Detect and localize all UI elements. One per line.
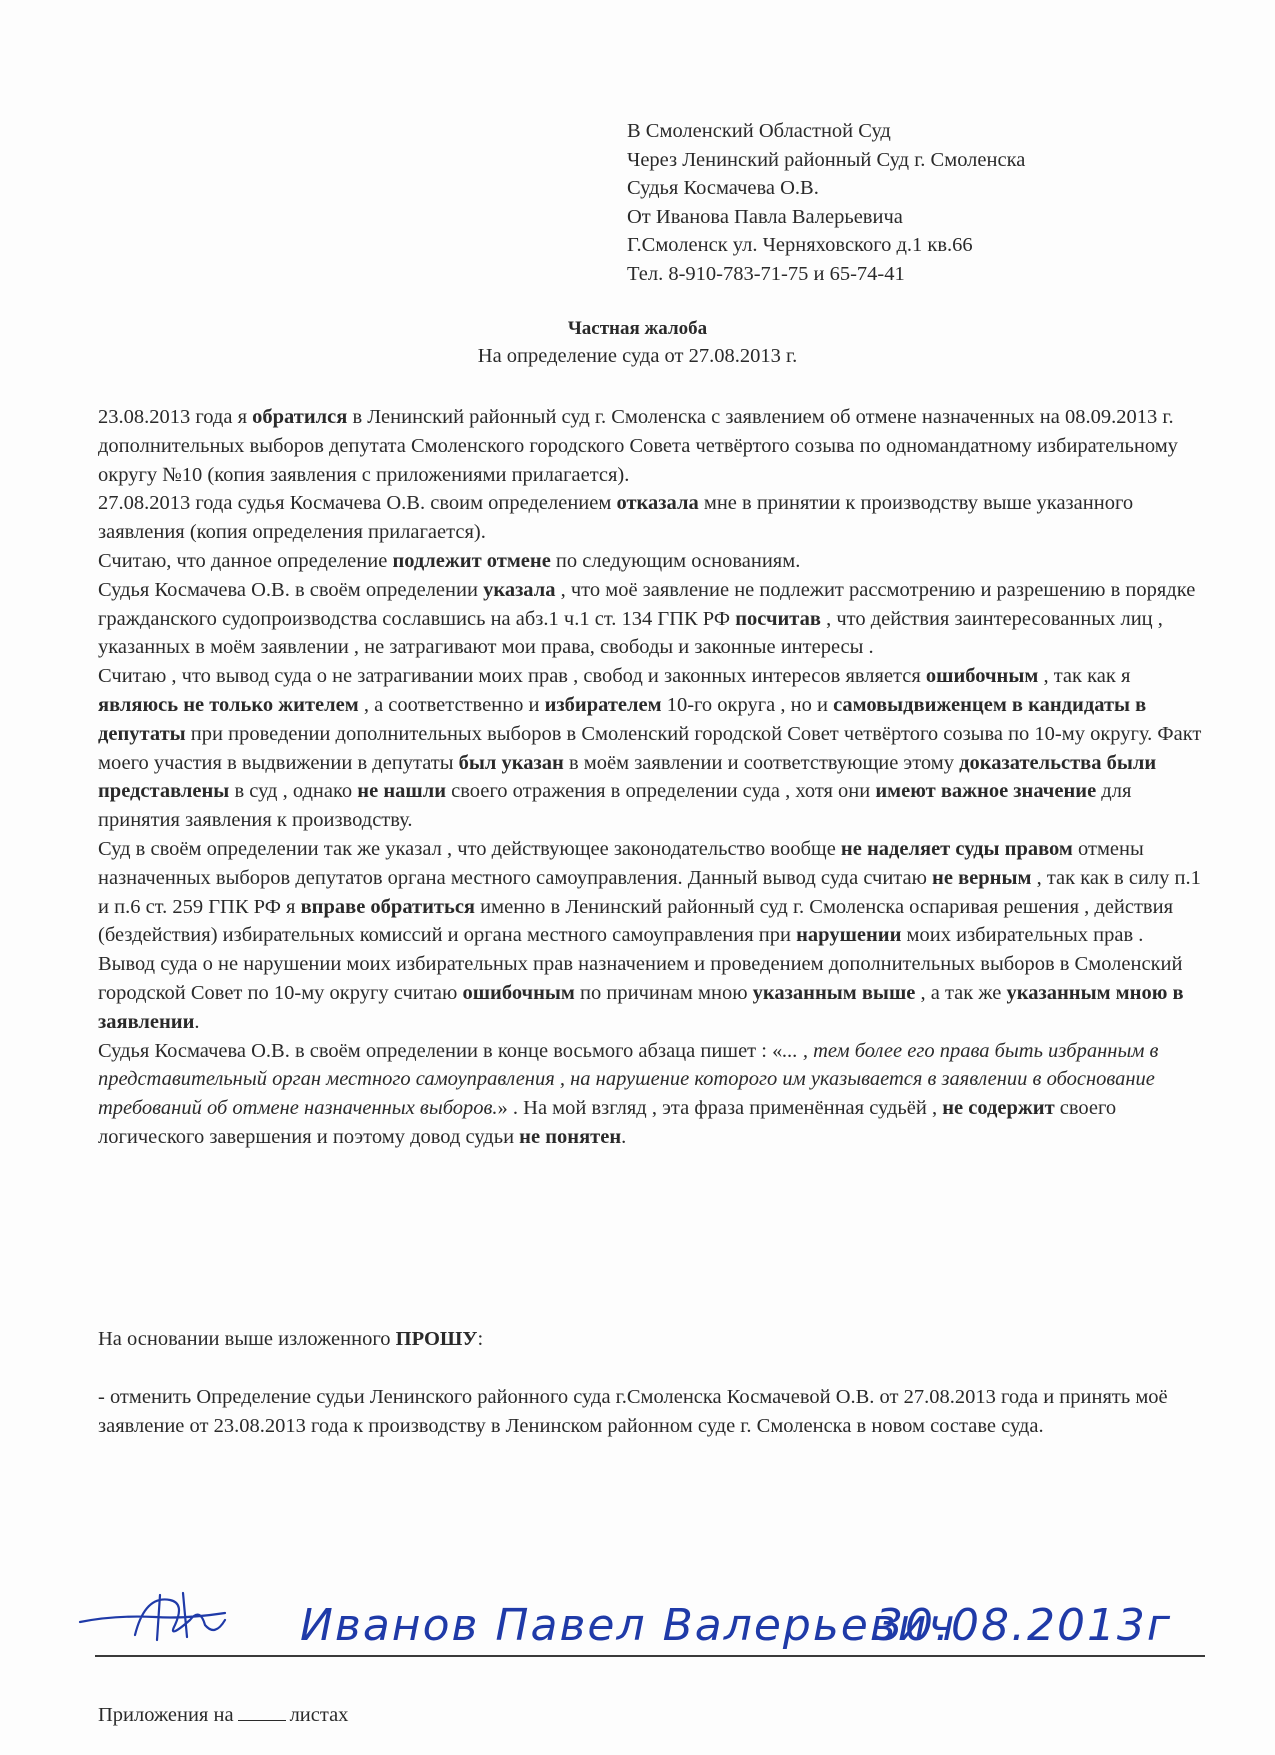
- bold-run: ошибочным: [462, 981, 575, 1004]
- blank-field: [238, 1702, 286, 1721]
- text-run: Вывод суда о не нарушении моих избирательных прав назначением и проведением дополнительных выборов в Смоленский городской Совет по 10-му округу считаю: [98, 953, 1183, 1004]
- text-run: » . На мой взгляд , эта фраза применённая судьёй ,: [497, 1097, 943, 1120]
- addressee-line: Г.Смоленск ул. Черняховского д.1 кв.66: [627, 234, 973, 257]
- bold-run: подлежит отмене: [392, 549, 551, 572]
- text-run: Судья Космачева О.В. в своём определении: [98, 578, 484, 601]
- text-run: Судья Космачева О.В. в своём определении в конце восьмого абзаца пишет : «: [98, 1039, 783, 1062]
- bold-run: ошибочным: [925, 665, 1039, 688]
- text-run: .: [621, 1125, 627, 1148]
- text-run: Приложения на: [98, 1704, 234, 1726]
- handwritten-name-date: [75, 1565, 1210, 1665]
- bold-run: избирателем: [544, 693, 662, 716]
- text-run: На основании выше изложенного: [98, 1328, 396, 1350]
- paragraph-2: [98, 489, 1208, 547]
- paragraph-6: [98, 835, 1208, 950]
- addressee-line: Судья Космачева О.В.: [627, 177, 819, 200]
- text-run: , так как я: [1038, 665, 1131, 688]
- bold-run: не верным: [932, 866, 1032, 889]
- bold-run: не понятен: [519, 1125, 622, 1148]
- text-run: отмены назначенных выборов депутатов органа местного самоуправления. Данный вывод суда считаю: [98, 837, 1144, 889]
- text-run: 27.08.2013 года судья Космачева О.В. своим определением: [98, 492, 617, 515]
- bold-run: отказала: [616, 492, 699, 515]
- bold-run: не наделяет суды правом: [840, 837, 1073, 860]
- handwritten-name: Иванов Павел Валерьевич: [300, 1600, 957, 1651]
- request-body: - отменить Определение судьи Ленинского районного суда г.Смоленска Космачевой О.В. от 27.08.2013 года и принять моё заявление от 23.08.2013 года к производству в Ленинском районном суде г. Смоленска в новом составе суда.: [98, 1386, 1168, 1437]
- addressee-line: Через Ленинский районный Суд г. Смоленска: [627, 148, 1026, 171]
- text-run: своего логического завершения и поэтому довод судьи: [98, 1097, 1117, 1148]
- bold-run: не нашли: [357, 780, 447, 803]
- text-run: в суд , однако: [229, 780, 358, 803]
- text-run: листах: [289, 1704, 349, 1726]
- signature-area: [75, 1565, 1210, 1665]
- text-run: 10-го округа , но и: [661, 693, 834, 716]
- request-intro: [98, 1325, 483, 1354]
- text-run: 23.08.2013 года я: [98, 406, 253, 428]
- text-run: , а соответственно и: [358, 693, 545, 716]
- bold-run: был указан: [458, 751, 564, 774]
- handwritten-date: 30.08.2013г: [875, 1600, 1173, 1651]
- document-title: Частная жалоба: [567, 318, 708, 339]
- text-run: для принятия заявления к производству.: [98, 780, 1132, 832]
- addressee-line: От Иванова Павла Валерьевича: [627, 205, 903, 228]
- text-run: , а так же: [915, 981, 1007, 1004]
- signature-line: [95, 1655, 1205, 1657]
- text-run: именно в Ленинский районный суд г. Смоленска оспаривая решения , действия (бездействия) избирательных комиссий и органа местного самоуправления при: [98, 895, 1174, 947]
- text-run: , что действия заинтересованных лиц , указанных в моём заявлении , не затрагивают мои права, свободы и законные интересы .: [98, 607, 1163, 659]
- paragraph-4: [98, 576, 1208, 662]
- bold-run: самовыдвиженцем в кандидаты в депутаты: [98, 693, 1147, 745]
- bold-run: доказательства были представлены: [98, 751, 1157, 803]
- bold-run: указала: [483, 578, 556, 601]
- text-run: при проведении дополнительных выборов в Смоленский городской Совет четвёртого созыва по 10-му округу. Факт моего участия в выдвижении в депутаты: [98, 722, 1202, 774]
- bold-run: указанным выше: [752, 981, 916, 1004]
- text-run: по следующим основаниям.: [550, 549, 801, 572]
- text-run: Суд в своём определении так же указал , что действующее законодательство вообще: [98, 837, 841, 860]
- document-subtitle: На определение суда от 27.08.2013 г.: [477, 345, 798, 367]
- request-keyword: ПРОШУ: [395, 1328, 478, 1350]
- paragraph-8: [98, 1037, 1208, 1152]
- addressee-line: Тел. 8-910-783-71-75 и 65-74-41: [627, 262, 905, 285]
- text-run: .: [194, 1010, 200, 1033]
- bold-run: не содержит: [942, 1097, 1055, 1120]
- text-run: своего отражения в определении суда , хотя они: [446, 780, 876, 803]
- bold-run: вправе обратиться: [300, 895, 476, 918]
- addressee-line: В Смоленский Областной Суд: [627, 120, 891, 142]
- text-run: , что моё заявление не подлежит рассмотрению и разрешению в порядке гражданского судопроизводства сославшись на абз.1 ч.1 ст. 134 ГПК РФ: [98, 578, 1196, 630]
- text-run: мне в принятии к производству выше указанного заявления (копия определения прилагается).: [98, 492, 1134, 544]
- paragraph-1: [98, 403, 1208, 489]
- text-run: :: [477, 1328, 484, 1350]
- bold-run: посчитав: [735, 607, 821, 630]
- text-run: в Ленинский районный суд г. Смоленска с заявлением об отмене назначенных на 08.09.2013 г. дополнительных выборов депутата Смоленского городского Совета четвёртого созыва по одномандатному избирательному округу №10 (копия заявления с приложениями прилагается).: [98, 406, 1178, 486]
- bold-run: являюсь не только жителем: [98, 693, 359, 716]
- text-run: моих избирательных прав .: [901, 924, 1144, 947]
- text-run: Считаю , что вывод суда о не затрагивании моих прав , свобод и законных интересов является: [98, 665, 926, 688]
- bold-run: нарушении: [796, 924, 902, 947]
- text-run: по причинам мною: [574, 981, 753, 1004]
- bold-run: имеют важное значение: [875, 780, 1097, 803]
- paragraph-7: [98, 950, 1208, 1036]
- bold-run: указанным мною в заявлении: [98, 981, 1184, 1033]
- paragraph-5: [98, 662, 1208, 835]
- italic-quote: ... , тем более его права быть избранным в представительный орган местного самоуправления , на нарушение которого им указывается в заявлении в обоснование требований об отмене назначенных выборов.: [98, 1039, 1159, 1120]
- paragraph-3: [98, 547, 1208, 576]
- text-run: в моём заявлении и соответствующие этому: [563, 751, 960, 774]
- text-run: , так как в силу п.1 и п.6 ст. 259 ГПК РФ я: [98, 866, 1201, 918]
- text-run: Считаю, что данное определение: [98, 549, 393, 572]
- attachments-note: [98, 1702, 348, 1727]
- document-body: [98, 403, 1208, 1152]
- bold-run: обратился: [252, 406, 348, 428]
- addressee-block: [627, 117, 1227, 289]
